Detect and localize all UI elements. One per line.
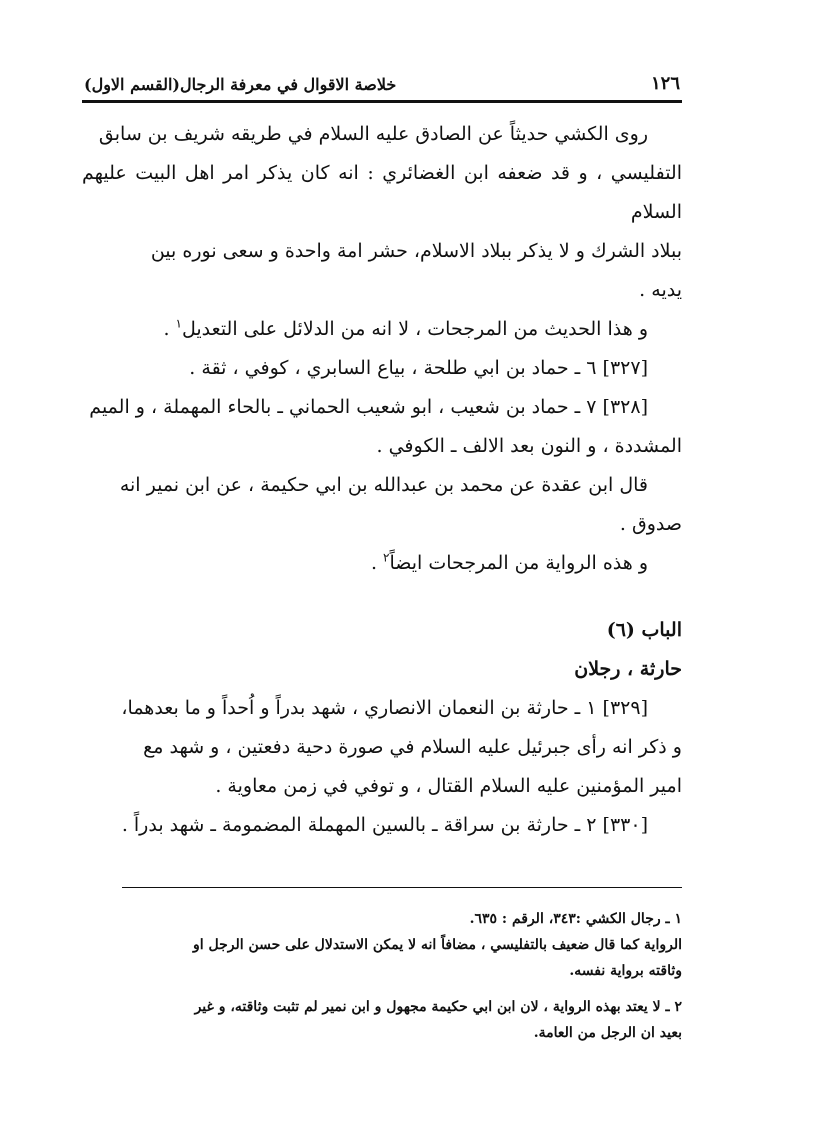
paragraph-text: و هذه الرواية من المرجحات ايضاً [389, 552, 648, 574]
paragraph [82, 544, 682, 583]
paragraph-line: قال ابن عقدة عن محمد بن عبدالله بن ابي حكيمة ، عن ابن نمير انه [119, 474, 648, 496]
entry-329-line: امير المؤمنين عليه السلام القتال ، و توفي في زمن معاوية . [215, 775, 682, 797]
main-text [82, 115, 682, 845]
entry-328-line: المشددة ، و النون بعد الالف ـ الكوفي . [376, 435, 682, 457]
footnote-line: ١ ـ رجال الكشي :٣٤٣، الرقم : ٦٣٥. [469, 911, 682, 927]
paragraph-end: . [370, 552, 384, 574]
entry-330: [٣٣٠] ٢ ـ حارثة بن سراقة ـ بالسين المهملة المضمومة ـ شهد بدراً . [121, 814, 648, 836]
footnote-line: الرواية كما قال ضعيف بالتفليسي ، مضافاً انه لا يمكن الاستدلال على حسن الرجل او [192, 937, 682, 953]
paragraph-line: ببلاد الشرك و لا يذكر ببلاد الاسلام، حشر امة واحدة و سعى نوره بين [150, 240, 682, 262]
chapter-subtitle: حارثة ، رجلان [574, 658, 682, 680]
running-title: خلاصة الاقوال في معرفة الرجال(القسم الاول) [84, 75, 397, 94]
header-rule [82, 100, 682, 103]
entry-329-line: [٣٢٩] ١ ـ حارثة بن النعمان الانصاري ، شهد بدراً و اُحداً و ما بعدهما، [121, 697, 648, 719]
entry-328-line: [٣٢٨] ٧ ـ حماد بن شعيب ، ابو شعيب الحماني ـ بالحاء المهملة ، و الميم [89, 396, 648, 418]
footnote-rule [122, 887, 682, 888]
paragraph-line: روى الكشي حديثاً عن الصادق عليه السلام في طريقه شريف بن سابق [98, 123, 648, 145]
footnote-marker: ٢ [383, 550, 390, 565]
page-number: ١٢٦ [650, 73, 680, 94]
footnotes [82, 906, 682, 1046]
paragraph [82, 310, 682, 349]
entry-329-line: و ذكر انه رأى جبرئيل عليه السلام في صورة دحية دفعتين ، و شهد مع [143, 736, 682, 758]
paragraph-line: صدوق . [619, 513, 682, 535]
footnote-line: بعيد ان الرجل من العامة. [533, 1025, 682, 1041]
footnote-marker: ١ [175, 316, 182, 331]
paragraph-line: التفليسي ، و قد ضعفه ابن الغضائري : انه كان يذكر امر اهل البيت عليهم السلام [82, 162, 682, 223]
paragraph-text: و هذا الحديث من المرجحات ، لا انه من الدلائل على التعديل [182, 318, 648, 340]
page-header [82, 60, 682, 100]
section-gap [82, 583, 682, 611]
entry-327: [٣٢٧] ٦ ـ حماد بن ابي طلحة ، بياع السابري ، كوفي ، ثقة . [189, 357, 648, 379]
footnote-line: ٢ ـ لا يعتد بهذه الرواية ، لان ابن ابي حكيمة مجهول و ابن نمير لم تثبت وثاقته، و غير [194, 999, 682, 1015]
footnote-line: وثاقته برواية نفسه. [569, 963, 682, 979]
paragraph-line: يديه . [639, 279, 682, 301]
book-page [82, 60, 682, 1100]
chapter-title: الباب (٦) [606, 619, 682, 641]
paragraph-end: . [163, 318, 176, 340]
